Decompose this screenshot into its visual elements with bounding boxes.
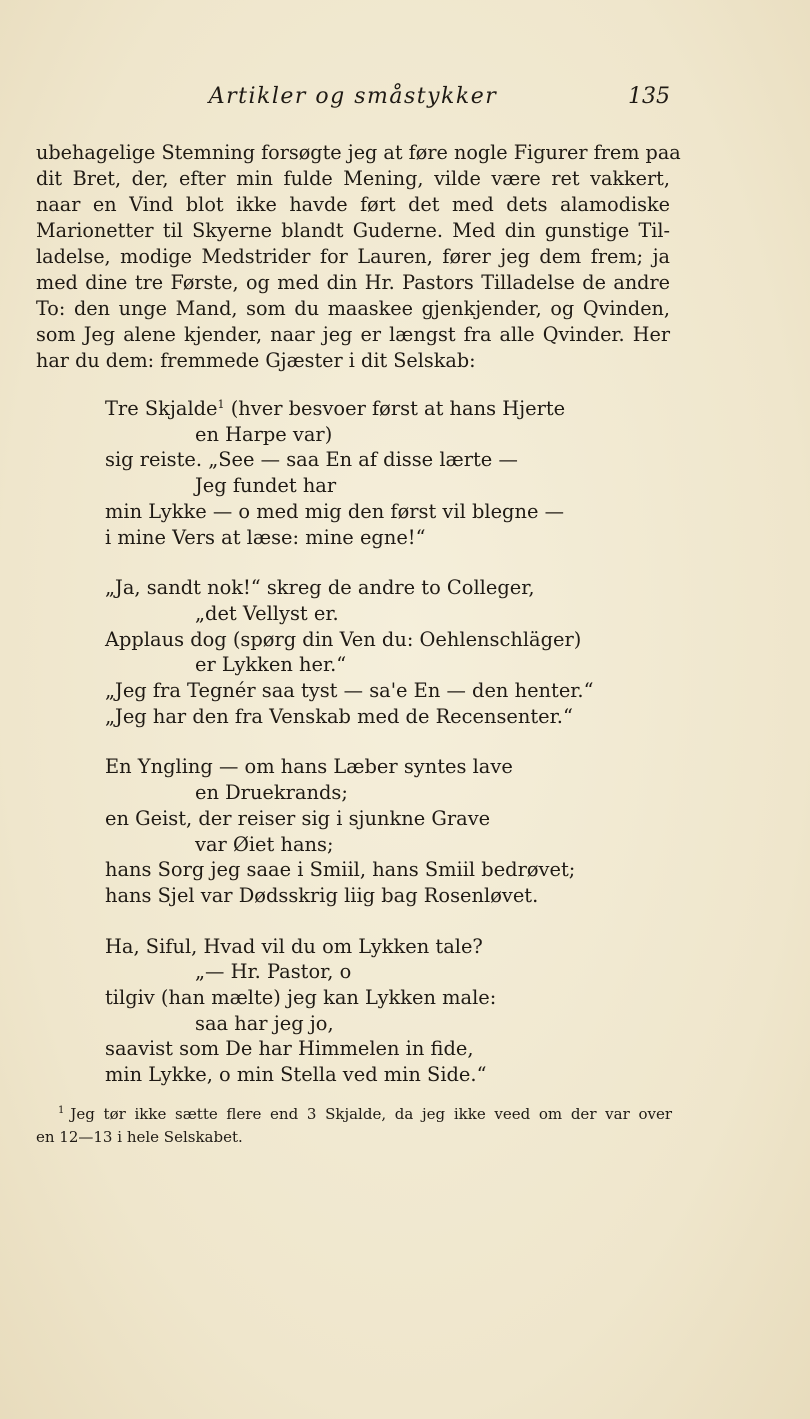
prose-line: dit Bret, der, efter min fulde Mening, vilde være ret vakkert, <box>36 167 670 190</box>
poem <box>105 396 665 1113</box>
stanza-1 <box>105 396 665 550</box>
prose-line: ubehagelige Stemning forsøgte jeg at føre nogle Figurer frem paa <box>36 141 681 164</box>
prose-line: naar en Vind blot ikke havde ført det med dets alamodiske <box>36 193 670 216</box>
stanza-2 <box>105 575 665 729</box>
verse-text: (hver besvoer først at hans Hjerte <box>224 397 566 420</box>
verse-line: var Øiet hans; <box>195 832 334 856</box>
verse-line: Jeg fundet har <box>195 474 337 498</box>
verse-line: „Ja, sandt nok!“ skreg de andre to Colleger, <box>105 576 535 600</box>
verse-line: min Lykke — o med mig den først vil blegne — <box>105 499 564 523</box>
verse-line: sig reiste. „See — saa En af disse lærte — <box>105 448 518 472</box>
verse-line: en Geist, der reiser sig i sjunkne Grave <box>105 806 491 830</box>
verse-line: Applaus dog (spørg din Ven du: Oehlenschläger) <box>105 627 582 651</box>
verse-line: er Lykken her.“ <box>195 653 347 677</box>
verse-line: „— Hr. Pastor, o <box>195 960 352 984</box>
prose-line: To: den unge Mand, som du maaskee gjenkjender, og Qvinden, <box>36 297 670 320</box>
footnote-mark: 1 <box>58 1105 65 1116</box>
footnote-line: en 12—13 i hele Selskabet. <box>36 1128 243 1146</box>
verse-line: saavist som De har Himmelen in fide, <box>105 1037 474 1061</box>
prose-line: som Jeg alene kjender, naar jeg er længst fra alle Qvinder. Her <box>36 323 670 346</box>
verse-line <box>105 396 665 422</box>
running-title: Artikler og småstykker <box>208 84 498 109</box>
footnote <box>36 1099 672 1149</box>
stanza-3 <box>105 754 665 908</box>
verse-line: saa har jeg jo, <box>195 1011 334 1035</box>
verse-line: min Lykke, o min Stella ved min Side.“ <box>105 1063 487 1087</box>
verse-line: en Druekrands; <box>195 781 348 805</box>
prose-line: har du dem: fremmede Gjæster i dit Selskab: <box>36 349 476 372</box>
footnote-reference: 1 <box>217 398 225 411</box>
verse-line: „Jeg fra Tegnér saa tyst — sa'e En — den henter.“ <box>105 679 594 703</box>
prose-paragraph <box>36 140 681 374</box>
prose-line: ladelse, modige Medstrider for Lauren, fører jeg dem frem; ja <box>36 245 670 268</box>
verse-text: Tre Skjalde <box>105 397 218 420</box>
prose-line: Marionetter til Skyerne blandt Guderne. Med din gunstige Til- <box>36 219 670 242</box>
prose-line: med dine tre Første, og med din Hr. Pastors Tilladelse de andre <box>36 271 670 294</box>
footnote-line <box>36 1099 672 1126</box>
verse-line: „det Vellyst er. <box>195 601 339 625</box>
page-number: 135 <box>628 84 670 109</box>
verse-line: hans Sjel var Dødsskrig liig bag Rosenløvet. <box>105 883 539 907</box>
verse-line: En Yngling — om hans Læber syntes lave <box>105 755 513 779</box>
stanza-4 <box>105 934 665 1088</box>
verse-line: hans Sorg jeg saae i Smiil, hans Smiil bedrøvet; <box>105 858 576 882</box>
verse-line: tilgiv (han mælte) jeg kan Lykken male: <box>105 986 497 1010</box>
verse-line: i mine Vers at læse: mine egne!“ <box>105 525 426 549</box>
verse-line: en Harpe var) <box>195 422 333 446</box>
verse-line: „Jeg har den fra Venskab med de Recensenter.“ <box>105 704 573 728</box>
page-header <box>36 84 670 120</box>
verse-line: Ha, Siful, Hvad vil du om Lykken tale? <box>105 934 483 958</box>
footnote-text: Jeg tør ikke sætte flere end 3 Skjalde, da jeg ikke veed om der var over <box>70 1105 672 1123</box>
